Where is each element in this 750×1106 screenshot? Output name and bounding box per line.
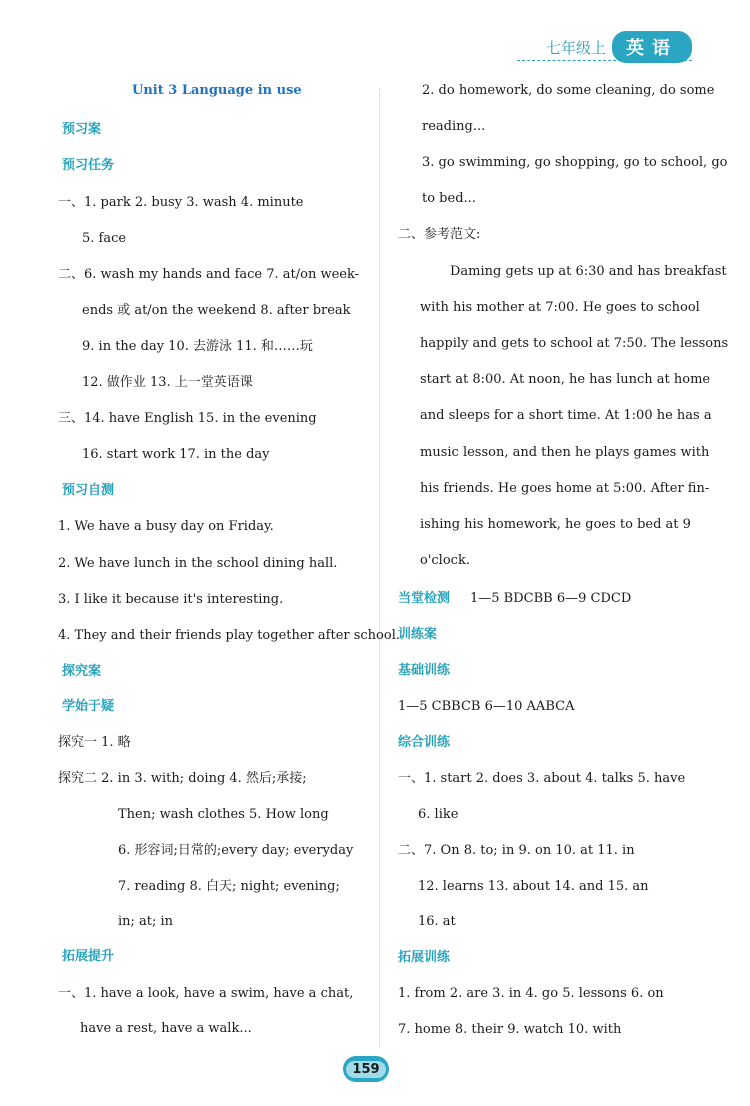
answer-line: 一、1. park 2. busy 3. wash 4. minute [58, 195, 304, 210]
answer-line: his friends. He goes home at 5:00. After fin- [420, 481, 710, 496]
answer-line: 6. 形容词;日常的;every day; everyday [118, 843, 354, 858]
section-heading: 拓展训练 [398, 950, 451, 965]
answer-line: 3. go swimming, go shopping, go to school, go [422, 155, 728, 170]
answer-line: 一、1. have a look, have a swim, have a chat, [58, 986, 354, 1001]
answer-line: Then; wash clothes 5. How long [118, 807, 329, 822]
answer-line: 1—5 CBBCB 6—10 AABCA [398, 699, 575, 714]
answer-line: in; at; in [118, 914, 174, 929]
header-dashed-rule [517, 60, 692, 61]
section-heading: 预习案 [62, 122, 102, 137]
section-heading: 拓展提升 [62, 949, 115, 964]
answer-line: 二、参考范文: [398, 227, 481, 242]
answer-line: 9. in the day 10. 去游泳 11. 和……玩 [82, 339, 313, 354]
answer-line: 1. We have a busy day on Friday. [58, 519, 274, 534]
answer-line: music lesson, and then he plays games with [420, 445, 710, 460]
section-heading: 预习任务 [62, 158, 115, 173]
section-heading: 综合训练 [398, 735, 451, 750]
answer-line: 二、7. On 8. to; in 9. on 10. at 11. in [398, 843, 635, 858]
answer-line: 2. We have lunch in the school dining hall. [58, 556, 338, 571]
answer-line: 探究二 2. in 3. with; doing 4. 然后;承接; [58, 771, 307, 786]
column-divider [379, 88, 380, 1048]
answer-line: 7. home 8. their 9. watch 10. with [398, 1022, 622, 1037]
answer-line: have a rest, have a walk... [80, 1021, 252, 1036]
answer-line: 三、14. have English 15. in the evening [58, 411, 317, 426]
answer-line: reading... [422, 119, 486, 134]
answer-line: o'clock. [420, 553, 470, 568]
answer-line: 二、6. wash my hands and face 7. at/on week- [58, 267, 360, 282]
answer-line: 探究一 1. 略 [58, 735, 131, 750]
section-heading: 训练案 [398, 627, 438, 642]
answer-line: Daming gets up at 6:30 and has breakfast [450, 264, 727, 279]
answer-line: 1. from 2. are 3. in 4. go 5. lessons 6. on [398, 986, 664, 1001]
unit-title: Unit 3 Language in use [132, 83, 302, 98]
answer-line: 6. like [418, 807, 459, 822]
section-heading: 当堂检测 [398, 591, 451, 606]
answer-line: 16. at [418, 914, 456, 929]
header-grade: 七年级上 [545, 38, 606, 57]
answer-line: ishing his homework, he goes to bed at 9 [420, 517, 691, 532]
answer-line: happily and gets to school at 7:50. The lessons [420, 336, 729, 351]
page-number: 159 [346, 1061, 385, 1078]
answer-line: 12. learns 13. about 14. and 15. an [418, 879, 649, 894]
header-subject-badge: 英语 [612, 31, 692, 63]
section-heading: 学始于疑 [62, 699, 115, 714]
answer-line: start at 8:00. At noon, he has lunch at home [420, 372, 711, 387]
answer-line: to bed... [422, 191, 476, 206]
page-header [546, 30, 692, 64]
answer-line: 4. They and their friends play together after school. [58, 628, 400, 643]
answer-line: and sleeps for a short time. At 1:00 he has a [420, 408, 712, 423]
answer-line: ends 或 at/on the weekend 8. after break [82, 303, 351, 318]
answer-line: 3. I like it because it's interesting. [58, 592, 284, 607]
answer-line: 16. start work 17. in the day [82, 447, 270, 462]
answer-line: 7. reading 8. 白天; night; evening; [118, 879, 340, 894]
section-heading: 探究案 [62, 664, 102, 679]
answer-line: with his mother at 7:00. He goes to school [420, 300, 700, 315]
answer-line: 一、1. start 2. does 3. about 4. talks 5. have [398, 771, 686, 786]
section-heading: 预习自测 [62, 483, 115, 498]
answer-line: 2. do homework, do some cleaning, do some [422, 83, 715, 98]
answer-line: 5. face [82, 231, 127, 246]
answer-line: 1—5 BDCBB 6—9 CDCD [470, 591, 632, 606]
answer-line: 12. 做作业 13. 上一堂英语课 [82, 375, 253, 390]
page-number-badge [343, 1056, 389, 1082]
section-heading: 基础训练 [398, 663, 451, 678]
